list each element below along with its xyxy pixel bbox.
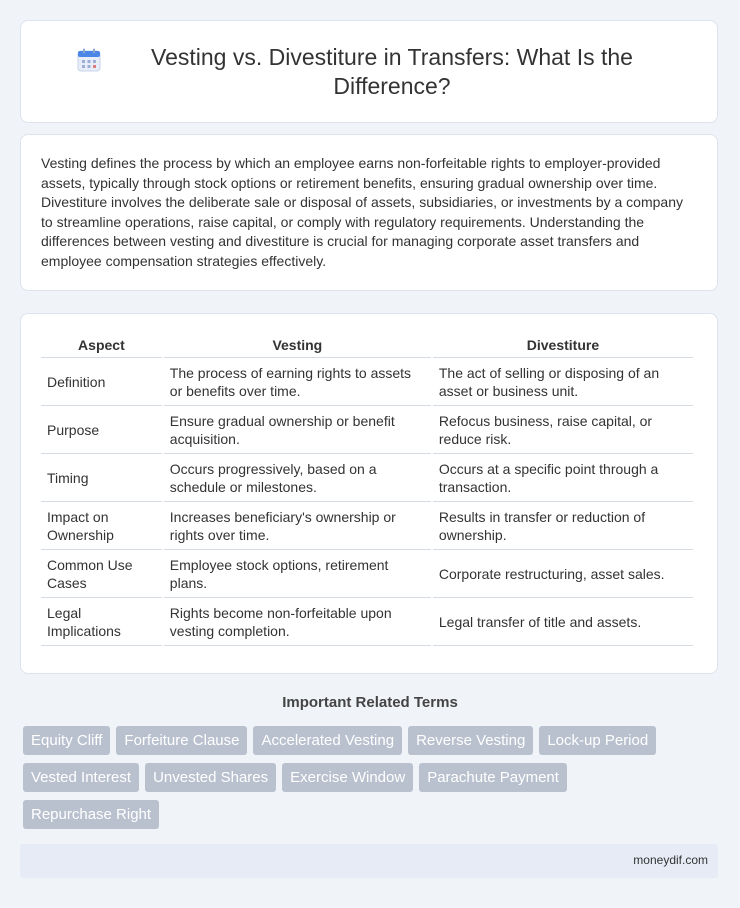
comparison-card xyxy=(20,313,718,674)
header-vesting: Vesting xyxy=(164,334,431,358)
table-row xyxy=(41,502,693,550)
row-aspect: Common Use Cases xyxy=(41,550,162,598)
tag-lock-up-period[interactable]: Lock-up Period xyxy=(539,726,656,755)
row-vesting: Increases beneficiary's ownership or rights over time. xyxy=(164,502,431,550)
row-vesting: Ensure gradual ownership or benefit acquisition. xyxy=(164,406,431,454)
tag-reverse-vesting[interactable]: Reverse Vesting xyxy=(408,726,533,755)
row-vesting: The process of earning rights to assets or benefits over time. xyxy=(164,358,431,406)
page-title: Vesting vs. Divestiture in Transfers: What Is the Difference? xyxy=(151,43,633,99)
header-divestiture: Divestiture xyxy=(433,334,693,358)
table-row xyxy=(41,406,693,454)
row-vesting: Employee stock options, retirement plans. xyxy=(164,550,431,598)
tag-equity-cliff[interactable]: Equity Cliff xyxy=(23,726,110,755)
table-row xyxy=(41,358,693,406)
row-aspect: Legal Implications xyxy=(41,598,162,646)
table-row xyxy=(41,550,693,598)
intro-paragraph: Vesting defines the process by which an employee earns non-forfeitable rights to employer-provided assets, typically through stock options or retirement benefits, ensuring gradual ownership over time. Divestiture involves the deliberate sale or disposal of assets, subsidiaries, or investments by a company to streamline operations, raise capital, or comply with regulatory requirements. Understanding the differences between vesting and divestiture is crucial for managing corporate asset transfers and employee compensation strategies effectively. xyxy=(41,155,683,269)
header-aspect: Aspect xyxy=(41,334,162,358)
tag-parachute-payment[interactable]: Parachute Payment xyxy=(419,763,567,792)
intro-card xyxy=(20,134,718,291)
row-aspect: Purpose xyxy=(41,406,162,454)
comparison-table xyxy=(39,334,695,646)
footer-site[interactable]: moneydif.com xyxy=(633,853,708,867)
calendar-icon xyxy=(76,47,102,73)
tag-forfeiture-clause[interactable]: Forfeiture Clause xyxy=(116,726,247,755)
row-divestiture: Occurs at a specific point through a transaction. xyxy=(433,454,693,502)
row-divestiture: Corporate restructuring, asset sales. xyxy=(433,550,693,598)
table-row xyxy=(41,454,693,502)
row-aspect: Timing xyxy=(41,454,162,502)
tag-exercise-window[interactable]: Exercise Window xyxy=(282,763,413,792)
tag-repurchase-right[interactable]: Repurchase Right xyxy=(23,800,159,829)
row-divestiture: The act of selling or disposing of an asset or business unit. xyxy=(433,358,693,406)
row-vesting: Rights become non-forfeitable upon vesting completion. xyxy=(164,598,431,646)
row-aspect: Impact on Ownership xyxy=(41,502,162,550)
related-terms-heading: Important Related Terms xyxy=(282,694,458,711)
title-card xyxy=(20,20,718,123)
row-divestiture: Results in transfer or reduction of ownership. xyxy=(433,502,693,550)
row-vesting: Occurs progressively, based on a schedule or milestones. xyxy=(164,454,431,502)
table-header-row xyxy=(41,334,693,358)
tag-vested-interest[interactable]: Vested Interest xyxy=(23,763,139,792)
title-wrap xyxy=(69,43,669,101)
row-divestiture: Refocus business, raise capital, or reduce risk. xyxy=(433,406,693,454)
tag-accelerated-vesting[interactable]: Accelerated Vesting xyxy=(253,726,402,755)
table-row xyxy=(41,598,693,646)
row-aspect: Definition xyxy=(41,358,162,406)
related-terms-tags xyxy=(23,726,723,837)
row-divestiture: Legal transfer of title and assets. xyxy=(433,598,693,646)
footer xyxy=(20,844,718,878)
tag-unvested-shares[interactable]: Unvested Shares xyxy=(145,763,276,792)
